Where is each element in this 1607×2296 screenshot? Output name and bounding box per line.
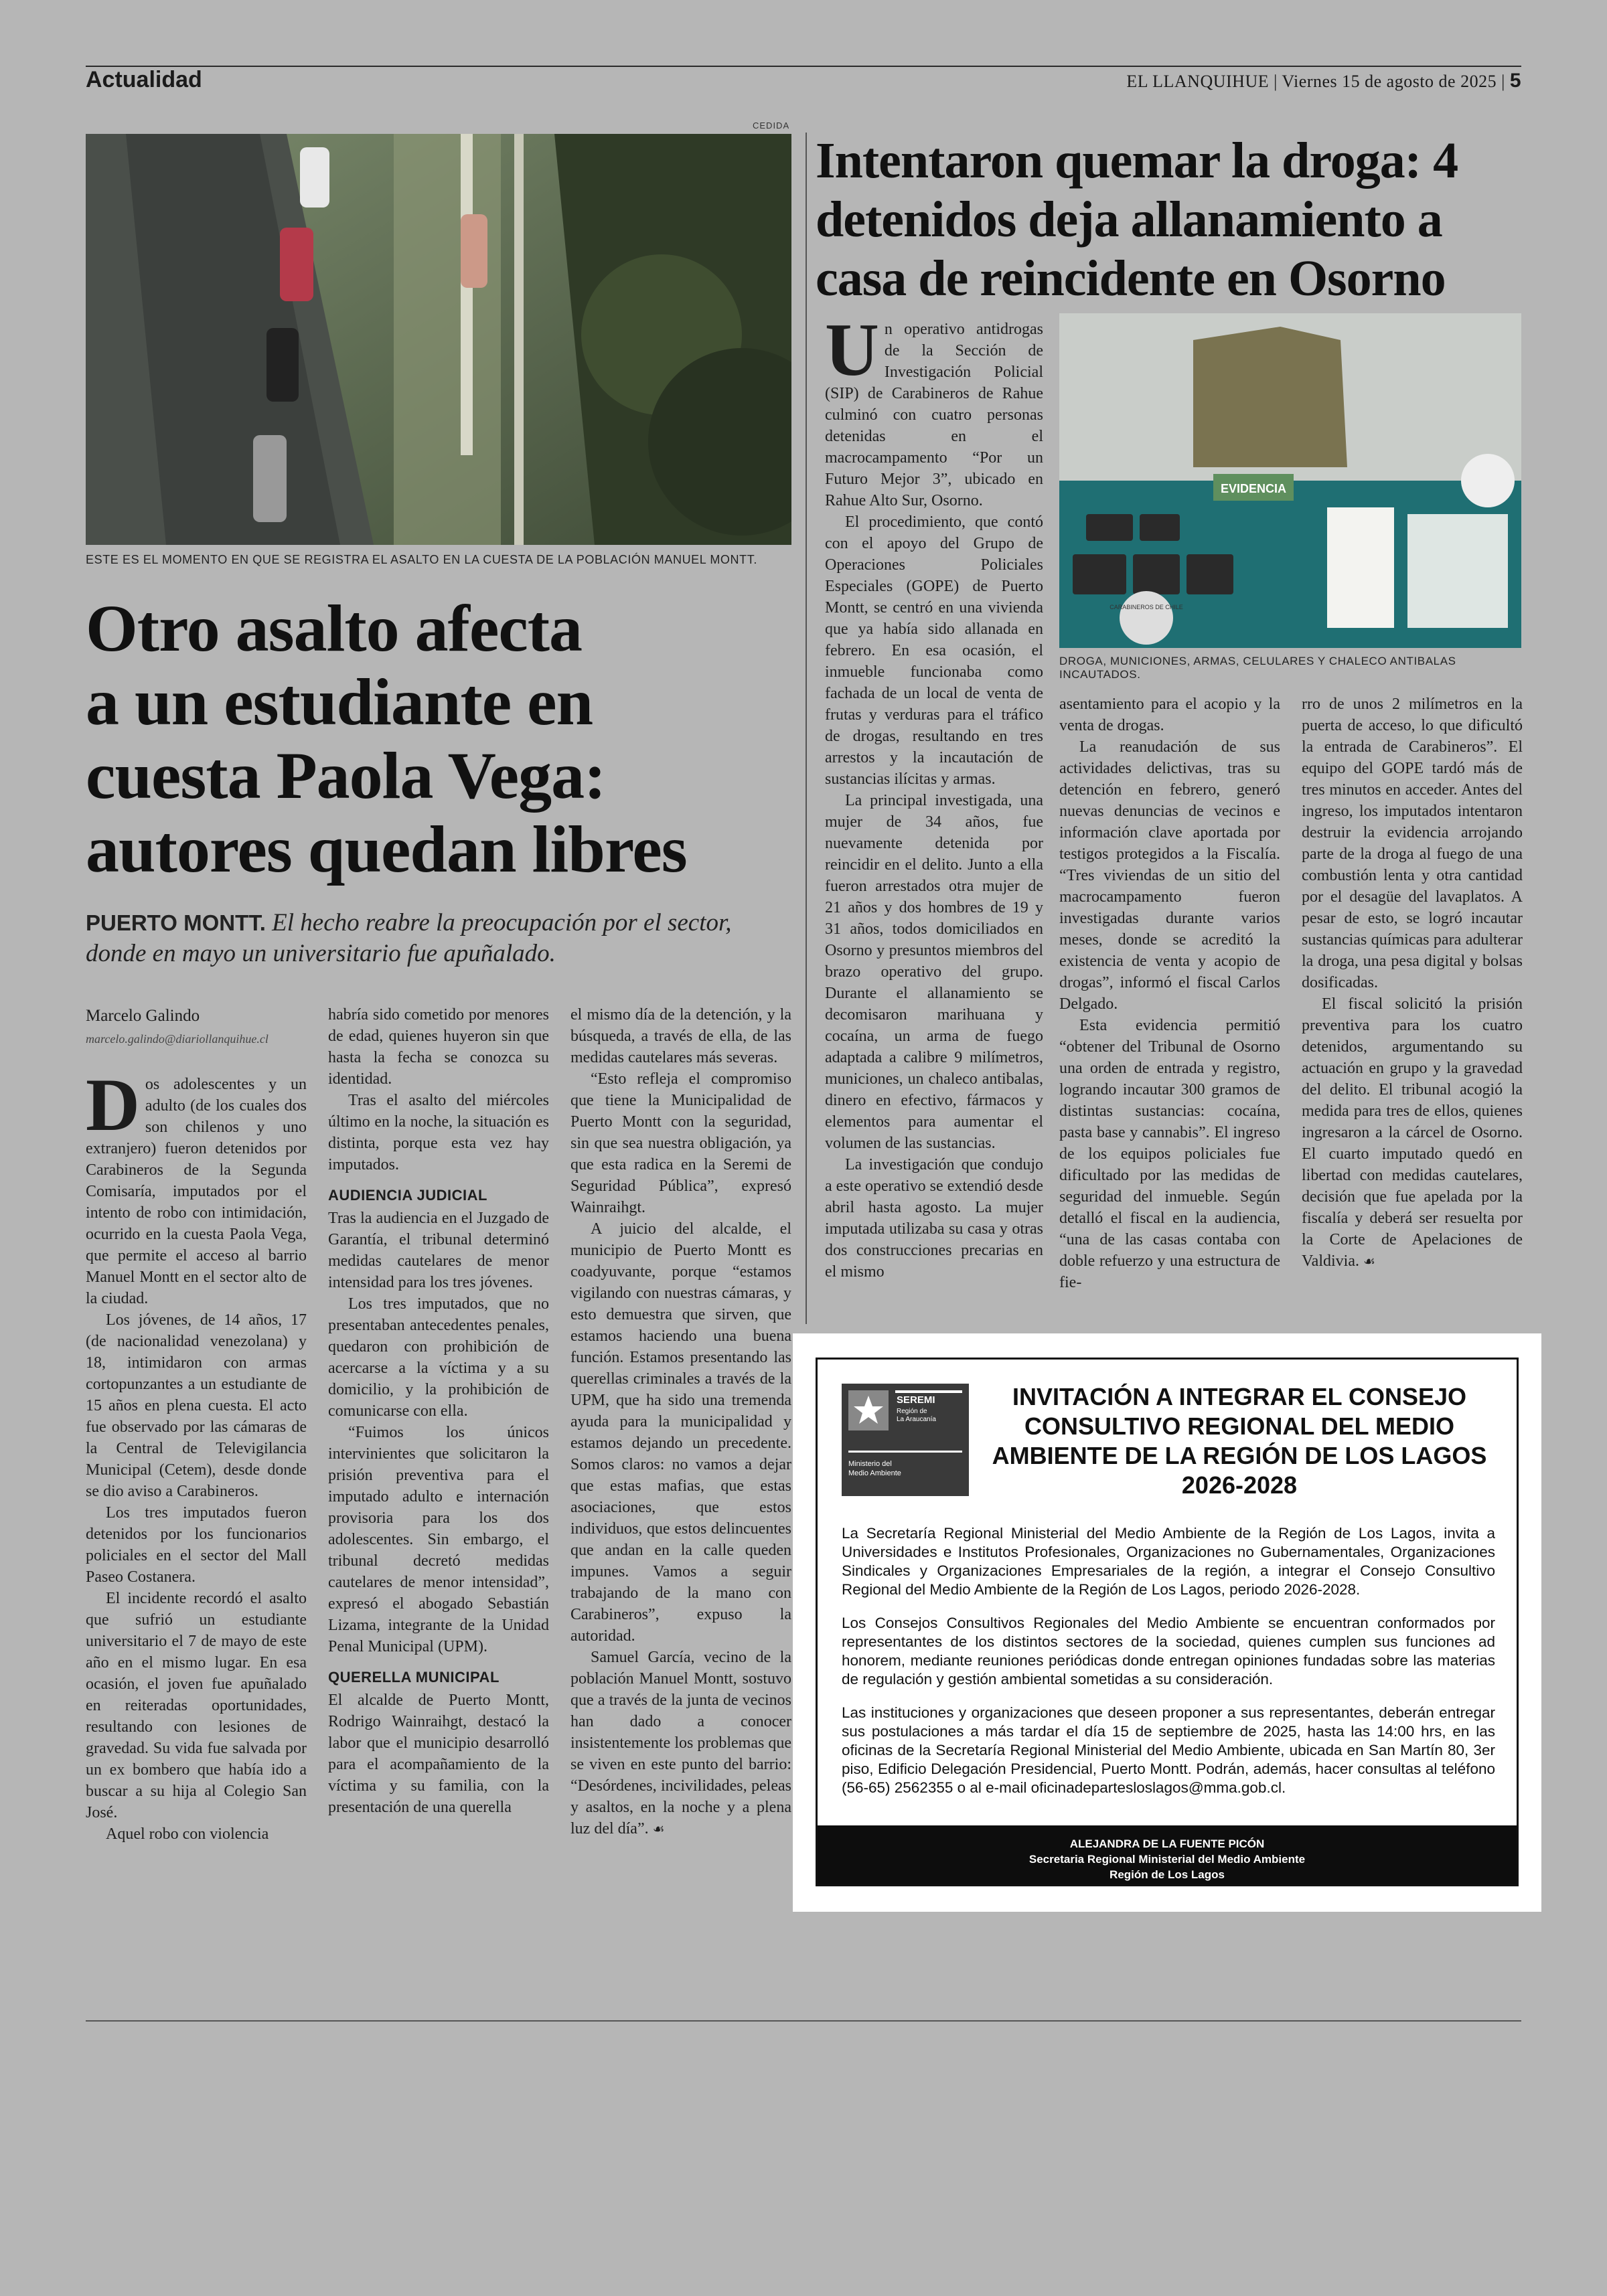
- left-headline: [86, 592, 795, 886]
- header-rule: [86, 66, 1521, 67]
- paragraph: Esta evidencia permitió “obtener del Tribunal de Osorno una orden de entrada y registro, logrando incautar 300 gramos de distintas sustancias: cocaína, pasta base y cannabis”. El ingreso de los equipos policiales fue dificultado por las medidas de seguridad del inmueble. Según detalló el fiscal en la audiencia, “una de las casas contaba con doble refuerzo y una estructura de fie-: [1059, 1017, 1280, 1291]
- paragraph: El procedimiento, que contó con el apoyo del Grupo de Operaciones Policiales Especiales (GOPE) de Puerto Montt, se centró en una vivienda que ya había sido allanada en febrero. En esa ocasión, el inmueble funcionaba como fachada de un local de venta de frutas y verduras para el tráfico de drogas, resultando en tres arrestos y la incautación de sustancias ilícitas y armas.: [825, 513, 1043, 788]
- logo-text-4: Ministerio del: [848, 1460, 892, 1468]
- seizure-photo: [1059, 313, 1521, 648]
- paragraph: La investigación que condujo a este operativo se extendió desde abril hasta agosto. La mujer imputada utilizaba su casa y otras dos construcciones precarias en el mismo: [825, 1156, 1043, 1281]
- paragraph: “Esto refleja el compromiso que tiene la Municipalidad de Puerto Montt con la seguridad, sin que sea nuestra obligación, ya que esta radica en la Seremi de Seguridad Pública”, expresó Wainraihgt.: [570, 1070, 791, 1216]
- paragraph: Tras la audiencia en el Juzgado de Garantía, el tribunal determinó medidas cautelares de menor intensidad para los tres jóvenes.: [328, 1210, 549, 1291]
- paragraph: “Fuimos los únicos intervinientes que solicitaron la prisión preventiva para el imputado adulto e internación provisoria para los dos adolescentes. Sin embargo, el tribunal decretó medidas cautelares de menor intensidad”, expresó el abogado Sebastián Lizama, integrante de la Unidad Penal Municipal (UPM).: [328, 1424, 549, 1655]
- photo-credit: CEDIDA: [753, 120, 790, 131]
- ad-paragraph: Las instituciones y organizaciones que deseen proponer a sus representantes, deberán entregar sus postulaciones a más tardar el día 15 de septiembre de 2025, hasta las 14:00 hrs, en las oficinas de la Secretaría Regional Ministerial del Medio Ambiente, ubicada en San Martín 80, 3er piso, Edificio Delegación Presidencial, Puerto Montt. Podrán, además, hacer consultas al teléfono (56-65) 2562355 o al e-mail oficinadepartesloslagos@mma.gob.cl.: [842, 1704, 1495, 1796]
- ad-frame: [816, 1358, 1519, 1886]
- ad-title-line: AMBIENTE DE LA REGIÓN DE LOS LAGOS: [992, 1442, 1487, 1469]
- left-column-2: [328, 1004, 549, 1818]
- ad-title-line: 2026-2028: [1181, 1471, 1298, 1499]
- paragraph: A juicio del alcalde, el municipio de Puerto Montt es coadyuvante, porque “estamos vigilando con nuestras cámaras, y esto demuestra que sirven, que estamos haciendo una buena función. Estamos presentando las querellas criminales a través de la UPM, que ha sido una tremenda ayuda para la municipalidad y estamos dejando un precedente. Somos claros: no vamos a dejar que estas mafias, que estas asociaciones, que estos individuos, que estos delincuentes que andan en la calle queden impunes. Vamos a seguir trabajando de la mano con Carabineros”, expuso la autoridad.: [570, 1220, 791, 1645]
- right-headline: [816, 131, 1525, 308]
- seizure-photo-illustration: [1059, 313, 1521, 648]
- deck-kicker: PUERTO MONTT.: [86, 910, 266, 935]
- bottom-rule: [86, 2020, 1521, 2022]
- subhead: AUDIENCIA JUDICIAL: [328, 1187, 487, 1204]
- end-mark: ☙: [652, 1821, 665, 1837]
- section-label: Actualidad: [86, 67, 202, 92]
- paragraph: Los jóvenes, de 14 años, 17 (de nacionalidad venezolana) y 18, intimidaron con armas cortopunzantes a un estudiante de 15 años en plena cuesta. El acto fue observado por las cámaras de la Central de Televigilancia Municipal (Cetem), desde donde se dio aviso a Carabineros.: [86, 1311, 307, 1500]
- page-folio: [1126, 70, 1521, 92]
- paragraph: Aquel robo con violencia: [106, 1825, 269, 1843]
- paragraph: rro de unos 2 milímetros en la puerta de acceso, lo que dificultó la entrada de Carabineros”. El equipo del GOPE tardó más de tres minutos en acceder. Antes del ingreso, los imputados intentaron destruir la evidencia arrojando parte de la droga al fuego de una combustión lenta y otra cantidad por el desagüe del lavaplatos. A pesar de esto, se logró incautar sustancias químicas para adulterar la droga, una pesa digital y bolsas dosificadas.: [1302, 695, 1523, 991]
- left-column-1: [86, 1064, 307, 1845]
- paragraph: [1302, 993, 1523, 1272]
- ad-title-line: CONSULTIVO REGIONAL DEL MEDIO: [1024, 1412, 1455, 1440]
- paragraph: Los tres imputados, que no presentaban antecedentes penales, quedaron con prohibición de acercarse a la víctima y a su domicilio, y la prohibición de comunicarse con ella.: [328, 1295, 549, 1420]
- end-mark: ☙: [1363, 1253, 1375, 1269]
- headline-line: Otro asalto afecta: [86, 591, 583, 665]
- signer-region: Región de Los Lagos: [1109, 1868, 1225, 1881]
- paragraph: La principal investigada, una mujer de 34 años, fue nuevamente detenida por reincidir en el delito. Junto a ella fueron arrestados otra mujer de 21 años y dos hombres de 19 y 31 años, todos domiciliados en Osorno y presuntos miembros del brazo operativo del grupo. Durante el allanamiento se decomisaron marihuana y cocaína, un arma de fuego adaptada a calibre 9 milímetros, municiones, un chaleco antibalas, dinero en efectivo, fármacos y elementos para aumentar el volumen de las sustancias.: [825, 792, 1043, 1152]
- logo-text-2: Región de: [897, 1408, 927, 1415]
- left-deck: [86, 908, 795, 969]
- signer-title: Secretaria Regional Ministerial del Medio Ambiente: [1028, 1853, 1306, 1866]
- paragraph: habría sido cometido por menores de edad, quienes huyeron sin que hasta la fecha se conozca su identidad.: [328, 1006, 549, 1088]
- photo-caption: ESTE ES EL MOMENTO EN QUE SE REGISTRA EL ASALTO EN LA CUESTA DE LA POBLACIÓN MANUEL MONTT.: [86, 553, 757, 566]
- left-column-3: [570, 1004, 791, 1839]
- headline-line: Intentaron quemar la droga: 4: [816, 133, 1458, 189]
- author-name: Marcelo Galindo: [86, 1007, 200, 1025]
- seremi-logo: [842, 1384, 969, 1496]
- headline-line: casa de reincidente en Osorno: [816, 250, 1446, 307]
- paragraph: La reanudación de sus actividades delictivas, tras su detención en febrero, generó nuevas denuncias de vecinos e información clave aportada por testigos protegidos a la Fiscalía. “Tres viviendas de un sitio del macrocampamento fueron investigadas durante varios meses, donde se acreditó la existencia de venta y acopio de drogas”, informó el fiscal Carlos Delgado.: [1059, 738, 1280, 1013]
- evidence-sign: EVIDENCIA: [1220, 482, 1287, 495]
- column-separator: [806, 133, 807, 1324]
- paragraph: Tras el asalto del miércoles último en la noche, la situación es distinta, porque esta vez hay imputados.: [328, 1092, 549, 1173]
- paragraph: Los tres imputados fueron detenidos por los funcionarios policiales en el sector del Mall Paseo Costanera.: [86, 1504, 307, 1586]
- paragraph-text: El fiscal solicitó la prisión preventiva para los cuatro detenidos, argumentando su actuación en grupo y la gravedad del delito. El tribunal acogió la medida para tres de ellos, quienes ingresaron a la cárcel de Osorno. El cuarto imputado quedó en libertad con medidas cautelares, decisión que fue apelada por la fiscalía y deberá ser resuelta por la Corte de Apelaciones de Valdivia.: [1302, 995, 1523, 1270]
- right-column-1: [825, 309, 1043, 1283]
- ad-title-line: INVITACIÓN A INTEGRAR EL CONSEJO: [1012, 1383, 1467, 1410]
- paragraph: El alcalde de Puerto Montt, Rodrigo Wainraihgt, destacó la labor que el municipio desarrolló para el acompañamiento de la víctima y su familia, con la presentación de una querella: [328, 1692, 549, 1816]
- paragraph-text: Samuel García, vecino de la población Manuel Montt, sostuvo que a través de la junta de vecinos han dado a conocer insistentemente los problemas que se viven en este punto del barrio: “Desórdenes, incivilidades, peleas y asaltos, en la noche y a plena luz del día”.: [570, 1649, 791, 1837]
- headline-line: detenidos deja allanamiento a: [816, 191, 1442, 248]
- ad-signature: [818, 1825, 1517, 1884]
- ad-body: [842, 1524, 1495, 1812]
- page-number: 5: [1509, 70, 1521, 92]
- headline-line: a un estudiante en: [86, 665, 593, 739]
- assault-photo: [86, 134, 791, 545]
- headline-line: autores quedan libres: [86, 812, 687, 886]
- subhead: QUERELLA MUNICIPAL: [328, 1669, 500, 1686]
- assault-photo-illustration: [86, 134, 791, 545]
- dropcap: U: [825, 309, 879, 392]
- ad-paragraph: Los Consejos Consultivos Regionales del Medio Ambiente se encuentran conformados por representantes de los distintos sectores de la sociedad, quienes cumplen sus funciones ad honorem, mediante reuniones periódicas donde entregan opiniones fundadas sobre las materias de regulación y gestión ambiental sometidas a su consideración.: [842, 1615, 1495, 1688]
- dropcap: D: [86, 1064, 140, 1147]
- paragraph: El incidente recordó el asalto que sufrió un estudiante universitario el 7 de mayo de este año en el mismo lugar. En esa ocasión, el joven fue apuñalado en reiteradas oportunidades, resultando con lesiones de gravedad. Su vida fue salvada por un ex bombero que había ido a buscar a su hija al Colegio San José.: [86, 1590, 307, 1821]
- paragraph: asentamiento para el acopio y la venta de drogas.: [1059, 695, 1280, 734]
- right-column-3: [1302, 693, 1523, 1272]
- folio-text: EL LLANQUIHUE | Viernes 15 de agosto de 2025 |: [1126, 72, 1505, 91]
- advertisement: [793, 1333, 1541, 1912]
- shield-text: CARABINEROS DE CHILE: [1109, 604, 1183, 610]
- logo-text-5: Medio Ambiente: [848, 1469, 901, 1477]
- paragraph: os adolescentes y un adulto (de los cuales dos son chilenos y uno extranjero) fueron detenidos por Carabineros de la Segunda Comisaría, imputados por el intento de robo con intimidación, ocurrido en la cuesta Paola Vega, que permite el acceso al barrio Manuel Montt en el sector alto de la ciudad.: [86, 1076, 307, 1307]
- right-column-2: [1059, 693, 1280, 1293]
- paragraph: el mismo día de la detención, y la búsqueda, a través de ella, de las medidas cautelares más severas.: [570, 1006, 791, 1066]
- headline-line: cuesta Paola Vega:: [86, 738, 606, 813]
- logo-text-3: La Araucanía: [897, 1416, 936, 1423]
- paragraph: n operativo antidrogas de la Sección de Investigación Policial (SIP) de Carabineros de Rahue culminó con cuatro personas detenidas en el macrocampamento “Por un Futuro Mejor 3”, ubicado en Rahue Alto Sur, Osorno.: [825, 321, 1043, 509]
- logo-text-1: SEREMI: [897, 1394, 935, 1406]
- signer-name: ALEJANDRA DE LA FUENTE PICÓN: [1069, 1837, 1265, 1850]
- ad-paragraph: La Secretaría Regional Ministerial del Medio Ambiente de la Región de Los Lagos, invita a Universidades e Institutos Profesionales, Organizaciones no Gubernamentales, Organizaciones Sindicales y Organizaciones Empresariales de la región, a integrar el Consejo Consultivo Regional del Medio Ambiente de la Región de Los Lagos, periodo 2026-2028.: [842, 1525, 1495, 1598]
- author-email: marcelo.galindo@diariollanquihue.cl: [86, 1032, 269, 1046]
- seizure-caption: DROGA, MUNICIONES, ARMAS, CELULARES Y CHALECO ANTIBALAS INCAUTADOS.: [1059, 655, 1456, 681]
- deck-text: El hecho reabre la preocupación por el sector, donde en mayo un universitario fue apuñalado.: [86, 909, 732, 967]
- paragraph: [570, 1647, 791, 1839]
- ad-title: [978, 1382, 1501, 1500]
